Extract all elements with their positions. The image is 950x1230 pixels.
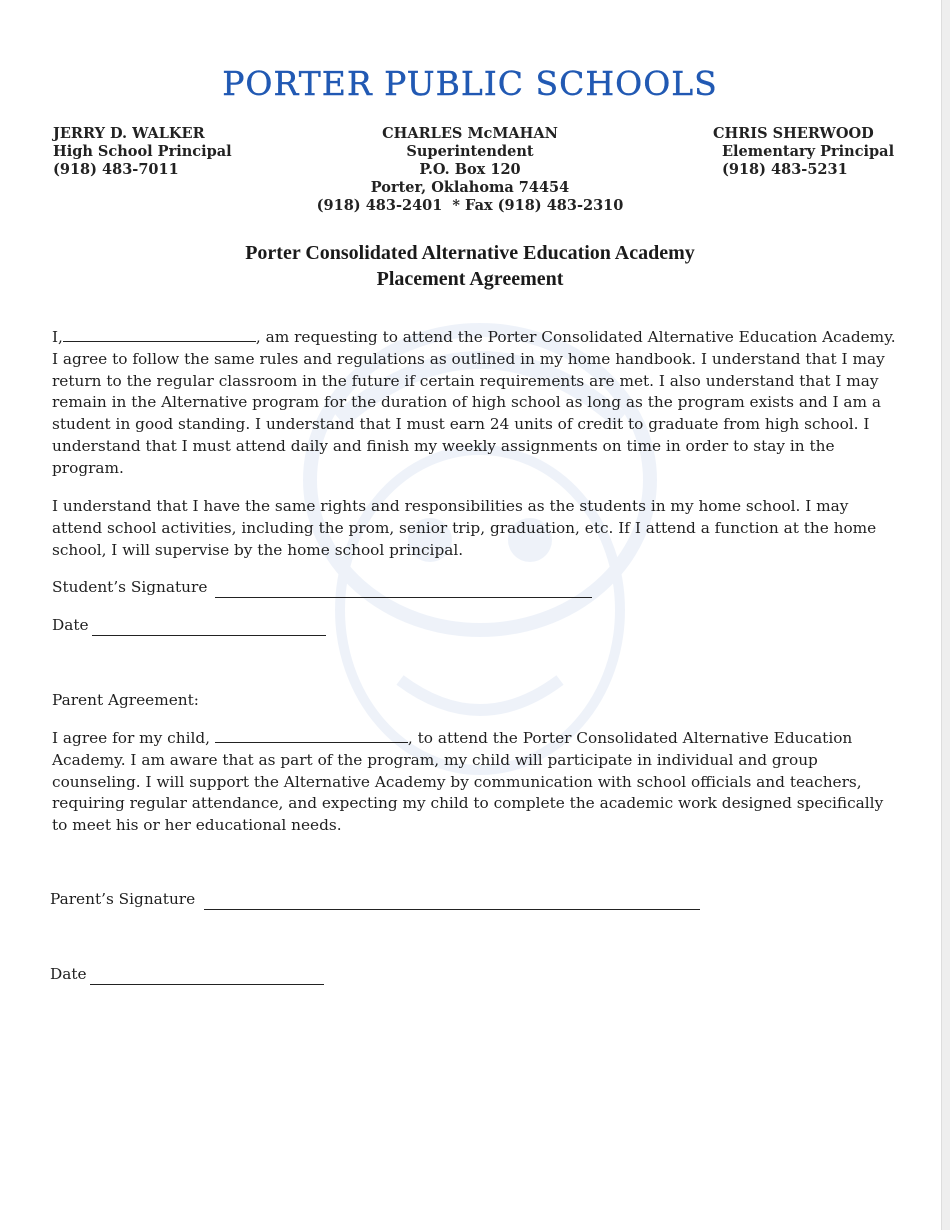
address-line-1: P.O. Box 120 <box>419 161 521 178</box>
student-date-field <box>52 616 89 634</box>
student-agreement-paragraph <box>52 327 897 480</box>
parent-agreement-paragraph <box>52 728 897 837</box>
student-rights-paragraph: I understand that I have the same rights and responsibilities as the students in my home school. I may attend school activities, including the prom, senior trip, graduation, etc. If I attend a function at the home school, I will supervise by the home school principal. <box>52 497 877 559</box>
hs-principal-phone: (918) 483-7011 <box>53 161 179 178</box>
elem-principal-name: CHRIS SHERWOOD <box>713 125 874 142</box>
elem-principal-title: Elementary Principal <box>722 143 895 160</box>
page-edge <box>941 0 950 1230</box>
school-name: PORTER PUBLIC SCHOOLS <box>222 64 718 103</box>
superintendent-name: CHARLES McMAHAN <box>382 125 558 142</box>
document-title-line-2: Placement Agreement <box>376 268 564 290</box>
superintendent-block <box>270 125 670 215</box>
parent-date-field <box>50 965 87 983</box>
elem-principal-block <box>713 125 894 179</box>
student-agreement-body: , am requesting to attend the Porter Consolidated Alternative Education Academy. I agree to follow the same rules and regulations as outlined in my home handbook. I understand that I may return to the regular classroom in the future if certain requirements are met. I also understand that I may remain in the Alternative program for the duration of high school as long as the program exists and I am a student in good standing. I understand that I must earn 24 units of credit to graduate from high school. I understand that I must attend daily and finish my weekly assignments on time in order to stay in the program. <box>52 328 896 477</box>
parent-agreement-body: , to attend the Porter Consolidated Alternative Education Academy. I am aware that as part of the program, my child will participate in individual and group counseling. I will support the Alternative Academy by communication with school officials and teachers, requiring regular attendance, and expecting my child to complete the academic work designed specifically to meet his or her educational needs. <box>52 729 884 835</box>
student-date-line[interactable] <box>92 634 326 636</box>
child-name-blank[interactable] <box>215 728 408 743</box>
parent-signature-line[interactable] <box>204 908 700 910</box>
student-signature-label: Student’s Signature <box>52 578 208 596</box>
parent-date-label: Date <box>50 965 87 983</box>
address-line-2: Porter, Oklahoma 74454 <box>370 179 570 196</box>
parent-signature-label: Parent’s Signature <box>50 890 196 908</box>
hs-principal-block <box>53 125 232 179</box>
parent-agreement-heading: Parent Agreement: <box>52 691 199 709</box>
elem-principal-phone: (918) 483-5231 <box>722 161 848 178</box>
student-date-label: Date <box>52 616 89 634</box>
phone-fax: (918) 483-2401 * Fax (918) 483-2310 <box>316 197 624 214</box>
parent-agreement-prefix: I agree for my child, <box>52 729 211 747</box>
hs-principal-name: JERRY D. WALKER <box>53 125 205 142</box>
parent-date-line[interactable] <box>90 983 324 985</box>
superintendent-title: Superintendent <box>406 143 534 160</box>
student-name-blank[interactable] <box>63 327 256 342</box>
parent-signature-field <box>50 890 195 908</box>
student-agreement-prefix: I, <box>52 328 63 346</box>
student-signature-line[interactable] <box>215 596 592 598</box>
student-signature-field <box>52 578 207 596</box>
hs-principal-title: High School Principal <box>53 143 232 160</box>
document-title-line-1: Porter Consolidated Alternative Education Academy <box>245 242 695 264</box>
document-title <box>0 240 940 292</box>
